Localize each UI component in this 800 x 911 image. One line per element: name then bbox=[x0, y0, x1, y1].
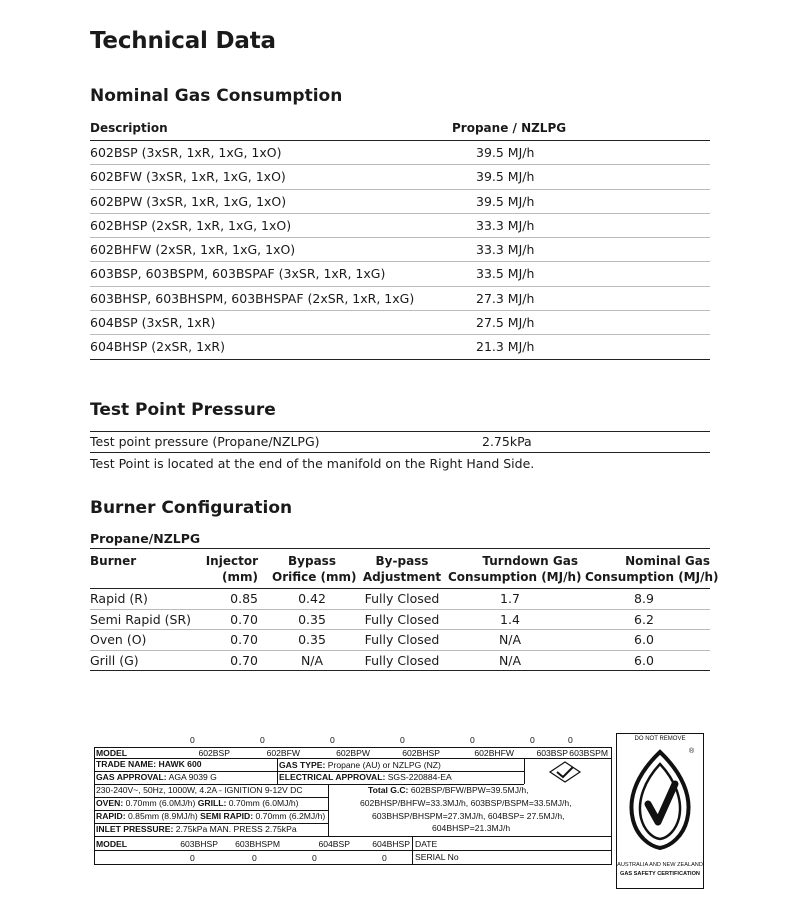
injector-value: 0.70 bbox=[230, 652, 258, 668]
plate-zero: 0 bbox=[312, 853, 317, 863]
plate-zero: 0 bbox=[330, 735, 335, 745]
gas-consumption-table bbox=[90, 118, 710, 360]
plate-zero: 0 bbox=[252, 853, 257, 863]
test-point-heading: Test Point Pressure bbox=[90, 400, 276, 420]
plate-trade-name: TRADE NAME: HAWK 600 bbox=[96, 759, 202, 769]
row-value: 21.3 MJ/h bbox=[476, 339, 535, 355]
do-not-remove-label: DO NOT REMOVE bbox=[634, 736, 686, 742]
plate-inlet-pressure: INLET PRESSURE: 2.75kPa MAN. PRESS 2.75kPa bbox=[96, 824, 297, 834]
row-description: 602BSP (3xSR, 1xR, 1xG, 1xO) bbox=[90, 145, 282, 160]
burner-name: Rapid (R) bbox=[90, 591, 148, 606]
table-row bbox=[90, 287, 710, 311]
col-injector: Injector (mm) bbox=[205, 554, 258, 584]
nominal-value: 6.2 bbox=[634, 611, 654, 627]
adjustment-value: Fully Closed bbox=[364, 632, 440, 647]
table-row bbox=[90, 311, 710, 335]
injector-value: 0.70 bbox=[230, 632, 258, 647]
burner-heading: Burner Configuration bbox=[90, 498, 293, 518]
turndown-value: N/A bbox=[498, 652, 522, 668]
plate-model-top: 603BSP bbox=[536, 748, 568, 758]
table-row bbox=[90, 589, 710, 610]
plate-divider bbox=[412, 836, 413, 865]
table-row bbox=[90, 262, 710, 286]
row-description: 602BPW (3xSR, 1xR, 1xG, 1xO) bbox=[90, 193, 287, 209]
table-row bbox=[90, 141, 710, 165]
plate-model-bottom: 604BSP bbox=[318, 839, 350, 849]
row-value: 33.3 MJ/h bbox=[476, 217, 535, 233]
plate-zero: 0 bbox=[568, 735, 573, 745]
row-value: 27.3 MJ/h bbox=[476, 290, 535, 306]
bypass-value: 0.35 bbox=[298, 632, 326, 647]
plate-model-top: 602BHSP bbox=[402, 748, 440, 758]
col-bypass: Bypass Orifice (mm) bbox=[272, 554, 357, 584]
table-row bbox=[90, 190, 710, 214]
gas-safety-certification-mark bbox=[616, 733, 704, 889]
rcm-mark-icon bbox=[545, 761, 585, 783]
adjustment-value: Fully Closed bbox=[364, 611, 440, 627]
plate-model-bottom: 603BHSPM bbox=[235, 839, 280, 849]
plate-model-label-bottom: MODEL bbox=[96, 839, 128, 849]
row-description: 602BHFW (2xSR, 1xR, 1xG, 1xO) bbox=[90, 242, 296, 258]
burner-subheading: Propane/NZLPG bbox=[90, 531, 201, 546]
adjustment-value: Fully Closed bbox=[364, 652, 440, 668]
bypass-value: 0.35 bbox=[298, 611, 326, 627]
injector-value: 0.70 bbox=[230, 611, 258, 627]
test-point-value: 2.75kPa bbox=[482, 434, 532, 449]
plate-oven-grill: OVEN: 0.70mm (6.0MJ/h) GRILL: 0.70mm (6.0MJ/h) bbox=[96, 798, 299, 808]
plate-model-bottom: 604BHSP bbox=[372, 839, 410, 849]
nominal-value: 6.0 bbox=[634, 632, 654, 647]
test-point-label: Test point pressure (Propane/NZLPG) bbox=[90, 434, 320, 449]
page-title: Technical Data bbox=[90, 28, 276, 54]
rating-plate bbox=[94, 733, 710, 890]
row-value: 39.5 MJ/h bbox=[476, 169, 535, 185]
nominal-value: 6.0 bbox=[634, 652, 654, 668]
plate-serial-label: SERIAL No bbox=[415, 852, 459, 862]
plate-zero: 0 bbox=[260, 735, 265, 745]
plate-model-top: 602BPW bbox=[336, 748, 370, 758]
plate-model-top: 603BSPM bbox=[569, 748, 608, 758]
plate-divider bbox=[524, 758, 525, 784]
table-row bbox=[90, 335, 710, 359]
table-row bbox=[90, 165, 710, 189]
plate-model-top: 602BHFW bbox=[474, 748, 514, 758]
cert-line-2: GAS SAFETY CERTIFICATION bbox=[620, 871, 700, 877]
row-description: 603BHSP, 603BHSPM, 603BHSPAF (2xSR, 1xR, 1xG) bbox=[90, 290, 415, 306]
table-row bbox=[90, 238, 710, 262]
table-row bbox=[90, 214, 710, 238]
turndown-value: 1.4 bbox=[500, 611, 520, 627]
registered-mark: ® bbox=[689, 748, 695, 755]
row-value: 33.3 MJ/h bbox=[476, 242, 535, 258]
row-value: 39.5 MJ/h bbox=[476, 145, 535, 160]
col-adjustment: By-pass Adjustment bbox=[362, 554, 442, 584]
row-value: 27.5 MJ/h bbox=[476, 315, 535, 331]
burner-name: Grill (G) bbox=[90, 652, 139, 668]
plate-zero: 0 bbox=[382, 853, 387, 863]
plate-zero: 0 bbox=[470, 735, 475, 745]
plate-model-top: 602BSP bbox=[198, 748, 230, 758]
table-header bbox=[90, 548, 719, 589]
plate-model-top: 602BFW bbox=[266, 748, 300, 758]
burner-name: Oven (O) bbox=[90, 632, 147, 647]
injector-value: 0.85 bbox=[230, 591, 258, 606]
table-row bbox=[90, 610, 710, 631]
plate-divider bbox=[94, 850, 612, 851]
plate-divider bbox=[277, 758, 278, 784]
adjustment-value: Fully Closed bbox=[364, 591, 440, 606]
plate-zero: 0 bbox=[190, 853, 195, 863]
row-description: 604BSP (3xSR, 1xR) bbox=[90, 315, 216, 331]
plate-electrical-approval: ELECTRICAL APPROVAL: SGS-220884-EA bbox=[279, 772, 452, 782]
turndown-value: 1.7 bbox=[500, 591, 520, 606]
bypass-value: 0.42 bbox=[298, 591, 326, 606]
row-value: 33.5 MJ/h bbox=[476, 266, 535, 282]
plate-zero: 0 bbox=[190, 735, 195, 745]
plate-gas-type: GAS TYPE: Propane (AU) or NZLPG (NZ) bbox=[279, 760, 441, 770]
burner-name: Semi Rapid (SR) bbox=[90, 611, 192, 627]
row-description: 603BSP, 603BSPM, 603BSPAF (3xSR, 1xR, 1xG) bbox=[90, 266, 386, 282]
row-description: 602BHSP (2xSR, 1xR, 1xG, 1xO) bbox=[90, 217, 292, 233]
plate-rapid-semi: RAPID: 0.85mm (8.9MJ/h) SEMI RAPID: 0.70mm (6.2MJ/h) bbox=[96, 811, 326, 821]
plate-date-label: DATE bbox=[415, 839, 438, 849]
table-row bbox=[90, 651, 710, 672]
row-description: 604BHSP (2xSR, 1xR) bbox=[90, 339, 225, 355]
col-propane: Propane / NZLPG bbox=[452, 121, 567, 135]
plate-model-label: MODEL bbox=[96, 748, 128, 758]
row-value: 39.5 MJ/h bbox=[476, 193, 535, 209]
table-row bbox=[90, 431, 710, 453]
table-row bbox=[90, 630, 710, 651]
row-description: 602BFW (3xSR, 1xR, 1xG, 1xO) bbox=[90, 169, 286, 185]
plate-zero: 0 bbox=[530, 735, 535, 745]
plate-electrical: 230-240V~, 50Hz, 1000W, 4.2A - IGNITION 9-12V DC bbox=[96, 785, 303, 795]
gas-consumption-heading: Nominal Gas Consumption bbox=[90, 86, 343, 106]
bypass-value: N/A bbox=[300, 652, 324, 668]
plate-model-bottom: 603BHSP bbox=[180, 839, 218, 849]
col-nominal: Nominal Gas Consumption (MJ/h) bbox=[585, 554, 719, 584]
burner-table bbox=[90, 548, 719, 671]
cert-line-1: AUSTRALIA AND NEW ZEALAND bbox=[617, 862, 703, 868]
plate-gas-approval: GAS APPROVAL: AGA 9039 G bbox=[96, 772, 217, 782]
test-point-table bbox=[90, 431, 710, 471]
col-turndown: Turndown Gas Consumption (MJ/h) bbox=[448, 554, 582, 584]
col-description: Description bbox=[90, 121, 168, 135]
certification-flame-icon bbox=[623, 746, 697, 858]
plate-divider bbox=[94, 836, 612, 837]
plate-total-gc: Total G.C: 602BSP/BFW/BPW=39.5MJ/h, 602BHSP/BHFW=33.3MJ/h, 603BSP/BSPM=33.5MJ/h, 603BHSP/BHSPM=27.3MJ/h, 604BSP= 27.5MJ/h, 604BHSP=21.3MJ/h bbox=[360, 785, 572, 834]
table-header bbox=[90, 118, 710, 141]
plate-zero: 0 bbox=[400, 735, 405, 745]
test-point-note: Test Point is located at the end of the manifold on the Right Hand Side. bbox=[90, 456, 535, 471]
col-burner: Burner bbox=[90, 554, 137, 568]
turndown-value: N/A bbox=[498, 632, 522, 647]
nominal-value: 8.9 bbox=[634, 591, 654, 606]
